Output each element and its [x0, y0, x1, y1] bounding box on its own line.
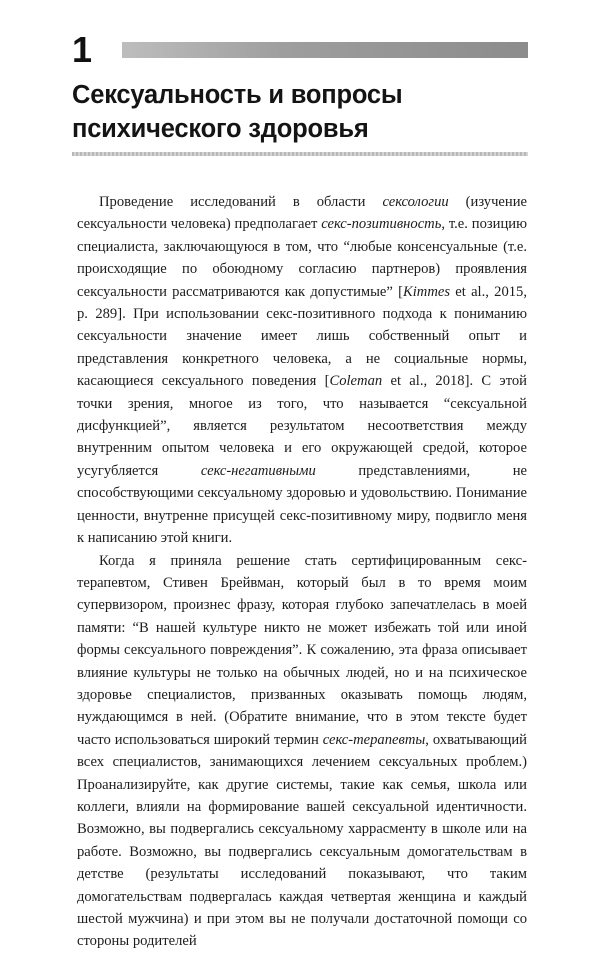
paragraph-2: [77, 550, 527, 953]
text-run: et al., 2015, p. 289]. При использовании секс-позитивного подхода к пониманию сексуальности значение имеет лишь собственный опыт и представления конкретного человека, а не социальные нормы, касающиеся сексуального поведения [: [77, 283, 527, 390]
title-underline-rule: [72, 152, 528, 156]
text-run: представлениями, не способствующими сексуальному здоровью и удовольствию. Понимание ценности, внутренне присущей секс-позитивному миру, подвигло меня к написанию этой книги.: [77, 462, 527, 547]
body-text: [77, 191, 527, 953]
italic-term: Coleman: [329, 373, 383, 390]
text-run: , т.е. позицию специалиста, заключающуюся в том, что “любые консенсуальные (т.е. происходящие по обоюдному согласию партнеров) проявления сексуальности рассматриваются как допустимые” [: [77, 216, 527, 300]
paragraph-1: [77, 191, 527, 550]
text-run: et al., 2018]. С этой точки зрения, многое из того, что называется “сексуальной дисфункцией”, является результатом несоответствия между внутренним опытом человека и его окружающей средой, которое усугубляется: [77, 373, 527, 479]
chapter-header-bar: [122, 42, 528, 58]
italic-term: секс-позитивность: [321, 216, 442, 233]
chapter-number-row: [72, 30, 528, 70]
chapter-header: [72, 30, 528, 156]
chapter-title: Сексуальность и вопросы психического здоровья: [72, 81, 403, 143]
italic-term: секс-негативными: [200, 462, 316, 479]
text-run: (изучение сексуальности человека) предполагает: [77, 194, 527, 233]
chapter-number: 1: [72, 29, 93, 70]
text-run: , охватывающий всех специалистов, занимающихся лечением сексуальных проблем.) Проанализируйте, как другие системы, такие как семья, школа или коллеги, влияли на формирование вашей сексуальной идентичности. Возможно, вы подвергались сексуальному харрасменту в школе или на работе. Возможно, вы подвергались сексуальным домогательствам в детстве (результаты исследований показывают, что таким домогательствам подвергалась каждая четвертая женщина и каждый шестой мужчина) и при этом вы не получали достаточной помощи со стороны родителей: [77, 731, 527, 950]
italic-term: сексологии: [382, 194, 449, 210]
text-run: Проведение исследований в области: [99, 194, 383, 210]
text-run: Когда я приняла решение стать сертифицированным секс-терапевтом, Стивен Брейвман, который был в то время моим супервизором, произнес фразу, которая глубоко запечатлелась в моей памяти: “В нашей культуре никто не может избежать той или иной формы сексуального повреждения”. К сожалению, эта фраза описывает влияние культуры не только на обычных людей, но и на психическое здоровье специалистов, призванных оказывать помощь людям, нуждающимся в ней. (Обратите внимание, что в этом тексте будет часто использоваться широкий термин: [77, 552, 527, 748]
italic-term: секс-терапевты: [322, 731, 426, 748]
italic-term: Kimmes: [403, 283, 451, 300]
